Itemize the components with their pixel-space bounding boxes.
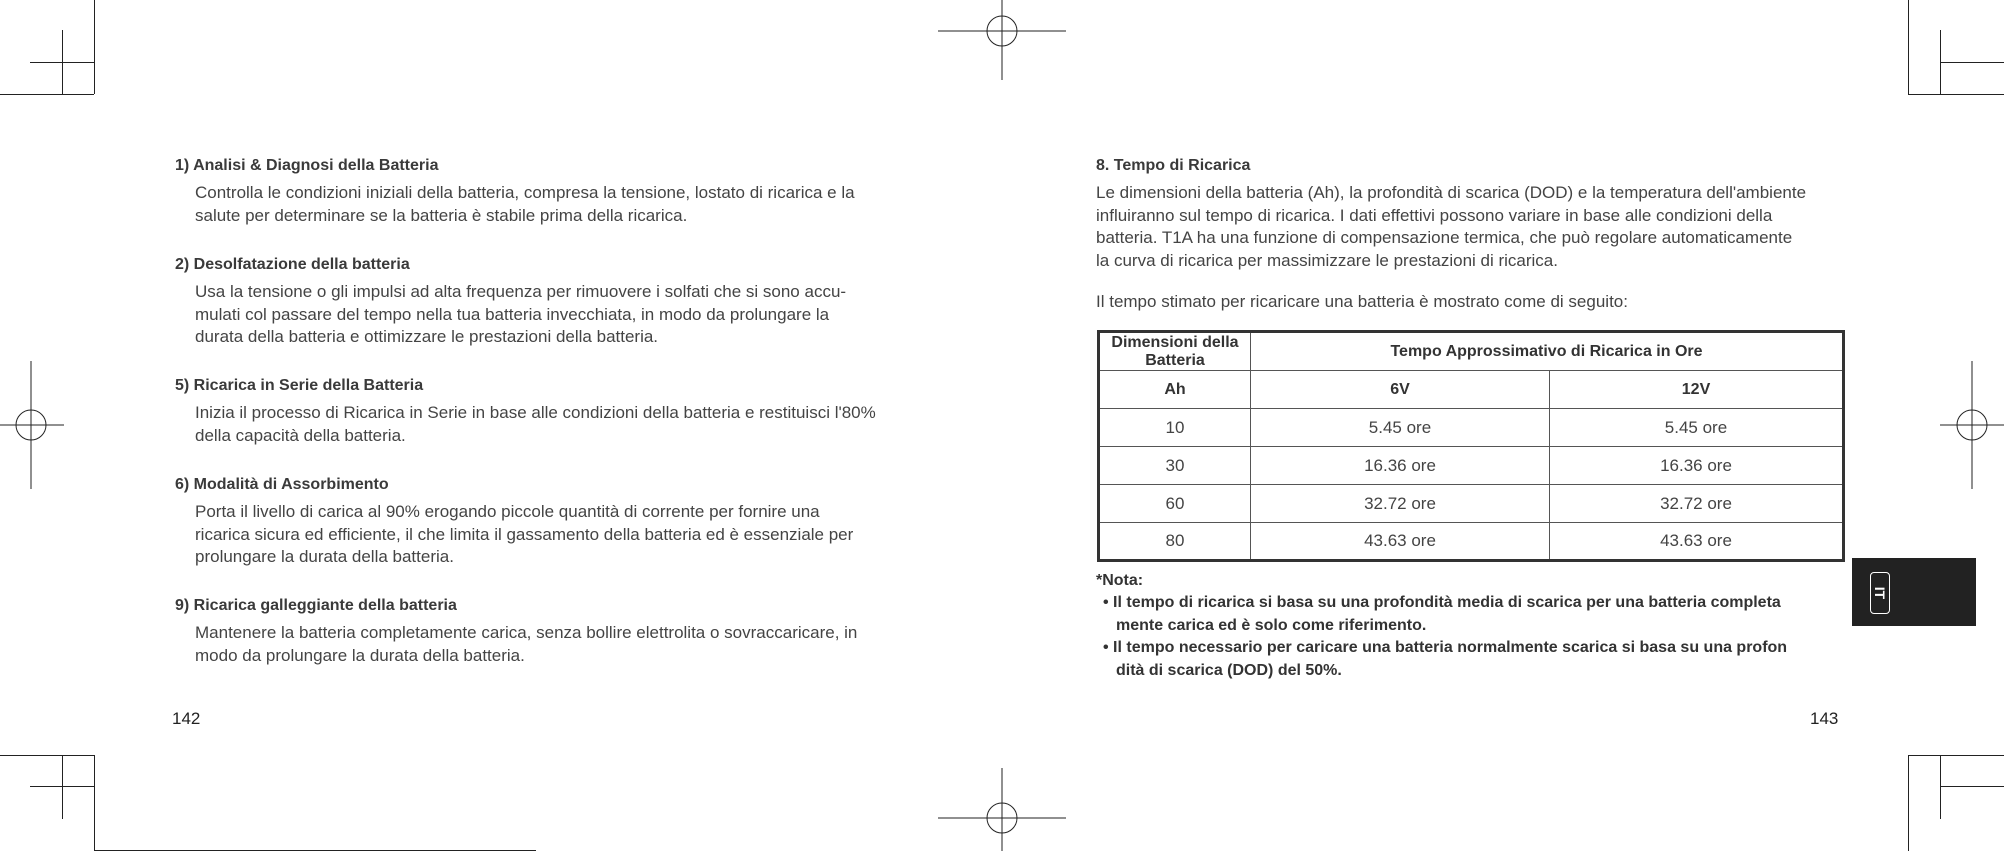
section-title: 6) Modalità di Assorbimento [175,476,389,493]
cell-ah: 60 [1099,485,1251,523]
bullet: • [1103,594,1114,611]
note-line [1103,592,1781,615]
section-title: 9) Ricarica galleggiante della batteria [175,597,457,614]
note-line: dità di scarica (DOD) del 50%. [1116,661,1342,679]
cell-6v: 43.63 ore [1251,523,1550,561]
body-line: Porta il livello di carica al 90% erogando piccole quantità di corrente per fornire una [195,502,820,521]
cell-12v: 5.45 ore [1550,409,1844,447]
page-number: 142 [172,709,201,728]
section-body [195,402,876,447]
table-row [1099,409,1844,447]
cell-12v: 32.72 ore [1550,485,1844,523]
bullet: • [1103,639,1114,656]
table-row [1099,523,1844,561]
note-item [1103,637,1787,682]
note-text: Il tempo di ricarica si basa su una profondità media di scarica per una batteria completa [1113,594,1781,611]
registration-mark-right [1940,361,2004,489]
cell-ah: 10 [1099,409,1251,447]
cell-12v: 43.63 ore [1550,523,1844,561]
registration-mark-top [938,0,1066,82]
body-line: prolungare la durata della batteria. [195,547,454,566]
note-text: Il tempo necessario per caricare una batteria normalmente scarica si basa su una profon [1113,639,1788,656]
note-line [1103,637,1787,660]
cell-ah: 80 [1099,523,1251,561]
registration-mark-bottom [938,768,1066,851]
col-ah: Ah [1099,371,1251,409]
section-body [195,622,857,667]
page-number: 143 [1810,709,1839,728]
section-title: 8. Tempo di Ricarica [1096,157,1251,174]
body-line: Le dimensioni della batteria (Ah), la profondità di scarica (DOD) e la temperatura dell'ambiente [1096,183,1807,202]
body-line: modo da prolungare la durata della batteria. [195,645,525,665]
recharge-time-table [1097,330,1845,562]
body-line: batteria. T1A ha una funzione di compensazione termica, che può regolare automaticamente [1096,228,1793,247]
note-line: mente carica ed è solo come riferimento. [1116,616,1427,634]
body-line: Mantenere la batteria completamente carica, senza bollire elettrolita o sovraccaricare, in [195,623,858,642]
table-row [1099,485,1844,523]
note-label: *Nota: [1096,572,1144,589]
col-12v: 12V [1550,371,1844,409]
language-tab-label: IT [1870,572,1890,614]
section-title: 2) Desolfatazione della batteria [175,256,410,273]
body-line: della capacità della batteria. [195,425,406,445]
body-line: salute per determinare se la batteria è stabile prima della ricarica. [195,205,688,225]
intro-paragraph [1096,182,1806,272]
section-title: 1) Analisi & Diagnosi della Batteria [175,157,439,174]
body-line: Controlla le condizioni iniziali della batteria, compresa la tensione, lostato di ricarica e la [195,183,855,202]
cell-6v: 32.72 ore [1251,485,1550,523]
note-item [1103,592,1781,637]
body-line: durata della batteria e ottimizzare le prestazioni della batteria. [195,327,659,346]
body-line: Usa la tensione o gli impulsi ad alta frequenza per rimuovere i solfati che si sono accu- [195,282,847,301]
body-line: ricarica sicura ed efficiente, il che limita il gassamento della batteria ed è essenziale per [195,524,854,544]
cell-12v: 16.36 ore [1550,447,1844,485]
cell-6v: 5.45 ore [1251,409,1550,447]
registration-mark-left [0,361,64,489]
body-line: la curva di ricarica per massimizzare le prestazioni di ricarica. [1096,250,1558,270]
section-body [195,281,846,349]
cell-ah: 30 [1099,447,1251,485]
cell-6v: 16.36 ore [1251,447,1550,485]
header-battery-size: Dimensioni della Batteria [1099,332,1251,371]
table-row [1099,447,1844,485]
col-6v: 6V [1251,371,1550,409]
estimate-line: Il tempo stimato per ricaricare una batteria è mostrato come di seguito: [1096,292,1628,311]
body-line: Inizia il processo di Ricarica in Serie in base alle condizioni della batteria e restituisci l'80% [195,403,876,422]
body-line: mulati col passare del tempo nella tua batteria invecchiata, in modo da prolungare la [195,304,830,324]
section-body [195,501,853,569]
header-approx-time: Tempo Approssimativo di Ricarica in Ore [1251,332,1844,371]
section-body [195,182,855,227]
body-line: influiranno sul tempo di ricarica. I dati effettivi possono variare in base alle condizioni della [1096,205,1773,225]
section-title: 5) Ricarica in Serie della Batteria [175,377,424,394]
